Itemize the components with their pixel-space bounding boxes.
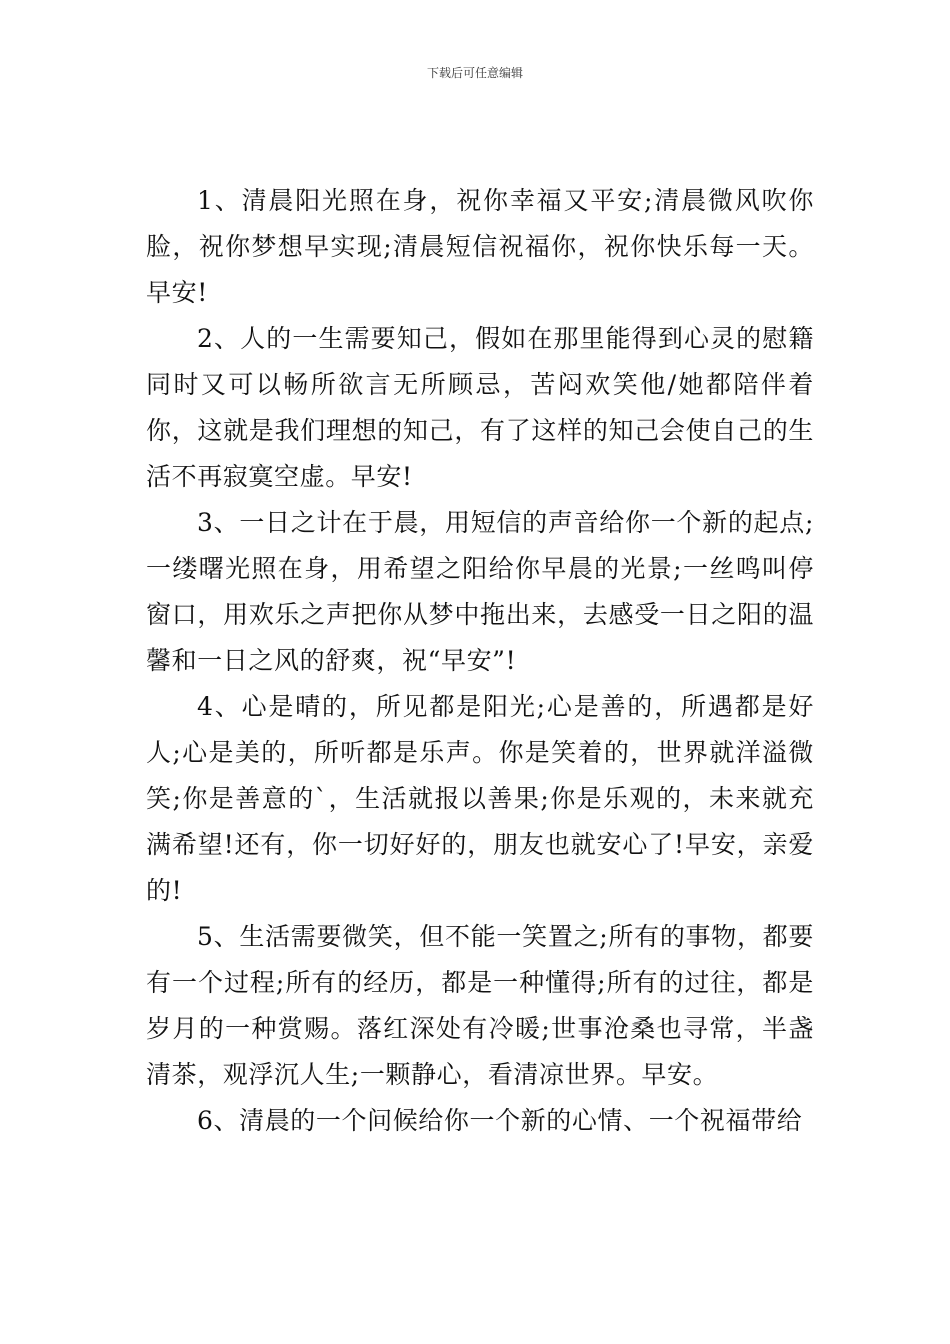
document-body	[146, 178, 814, 1144]
paragraph-1: 1、清晨阳光照在身，祝你幸福又平安;清晨微风吹你脸，祝你梦想早实现;清晨短信祝福你，祝你快乐每一天。早安!	[146, 186, 814, 307]
paragraph-2: 2、人的一生需要知己，假如在那里能得到心灵的慰籍同时又可以畅所欲言无所顾忌，苦闷欢笑他/她都陪伴着你，这就是我们理想的知己，有了这样的知己会使自己的生活不再寂寞空虚。早安!	[146, 324, 814, 491]
paragraph-6: 6、清晨的一个问候给你一个新的心情、一个祝福带给	[197, 1106, 803, 1135]
page-header-note: 下载后可任意编辑	[426, 66, 523, 80]
paragraph-3: 3、一日之计在于晨，用短信的声音给你一个新的起点;一缕曙光照在身，用希望之阳给你早晨的光景;一丝鸣叫停窗口，用欢乐之声把你从梦中拖出来，去感受一日之阳的温馨和一日之风的舒爽，祝“早安”!	[146, 508, 814, 675]
paragraph-5: 5、生活需要微笑，但不能一笑置之;所有的事物，都要有一个过程;所有的经历，都是一种懂得;所有的过往，都是岁月的一种赏赐。落红深处有冷暖;世事沧桑也寻常，半盏清茶，观浮沉人生;一颗静心，看清凉世界。早安。	[146, 922, 814, 1089]
paragraph-4: 4、心是晴的，所见都是阳光;心是善的，所遇都是好人;心是美的，所听都是乐声。你是笑着的，世界就洋溢微笑;你是善意的`，生活就报以善果;你是乐观的，未来就充满希望!还有，你一切好好的，朋友也就安心了!早安，亲爱的!	[146, 692, 814, 905]
